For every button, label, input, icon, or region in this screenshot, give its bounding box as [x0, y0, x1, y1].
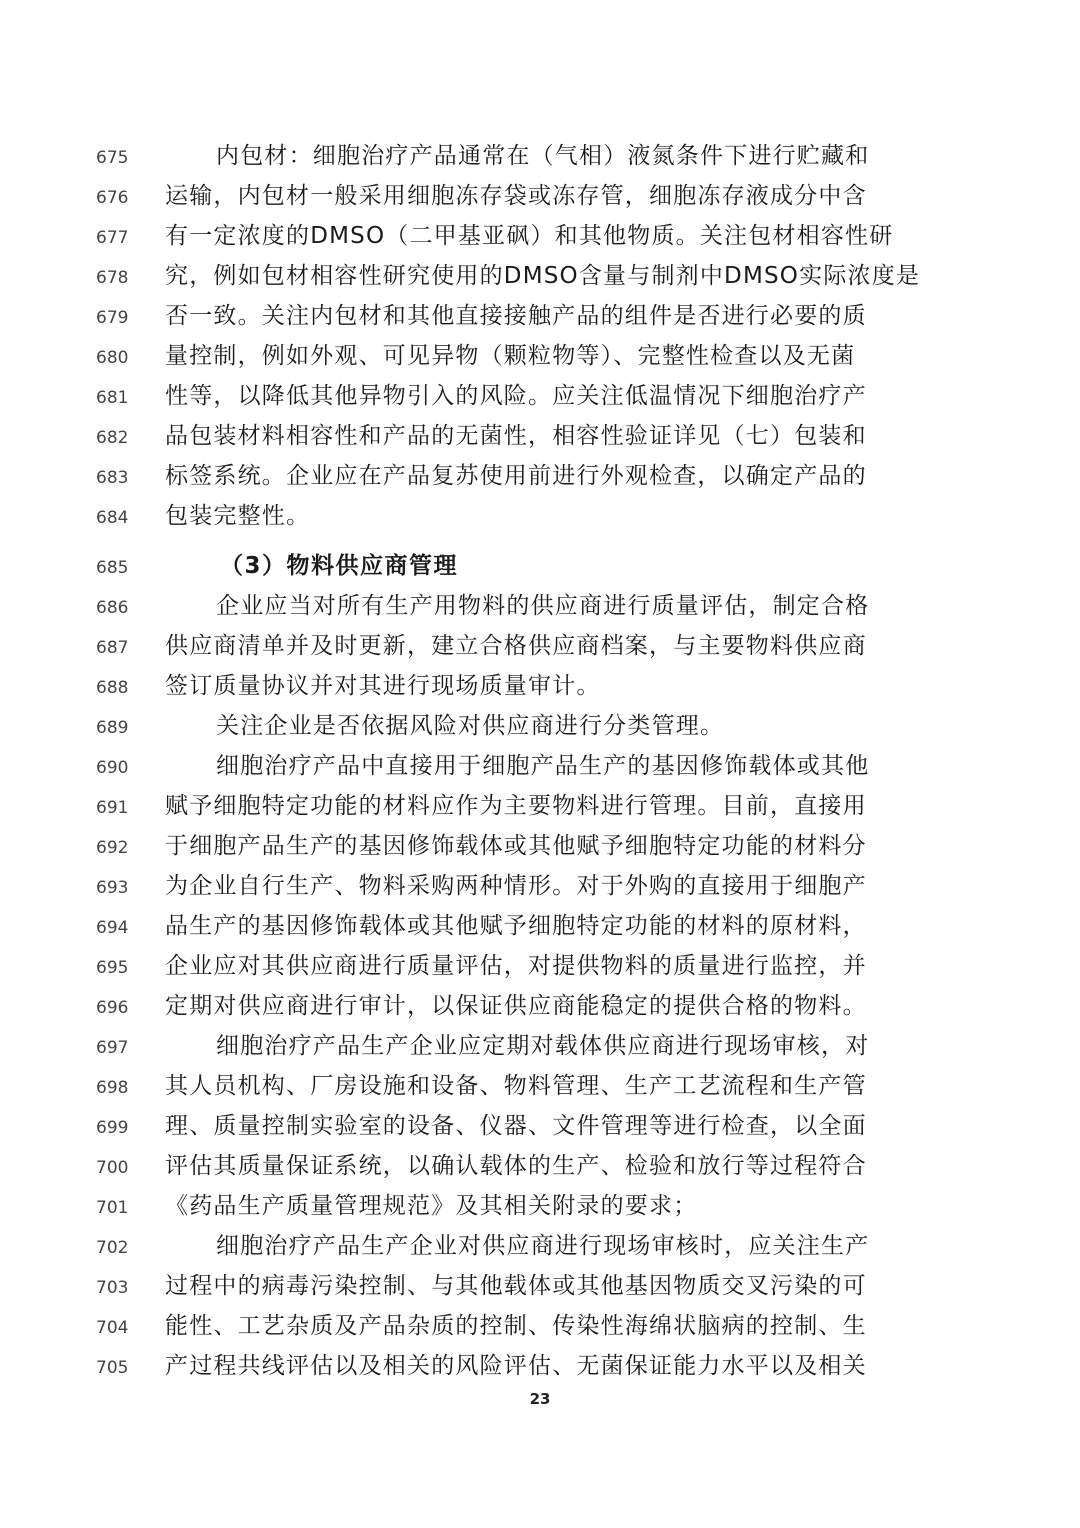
- line-text: 能性、工艺杂质及产品杂质的控制、传染性海绵状脑病的控制、生: [165, 1313, 867, 1339]
- line-number: 692: [96, 838, 129, 858]
- line-number: 688: [96, 678, 129, 698]
- text-line: [0, 456, 1080, 496]
- line-text: 理、质量控制实验室的设备、仪器、文件管理等进行检查，以全面: [165, 1113, 867, 1139]
- text-line: [0, 136, 1080, 176]
- text-line: [0, 986, 1080, 1026]
- line-number: 677: [96, 228, 129, 248]
- text-line: [0, 216, 1080, 256]
- line-text: 量控制，例如外观、可见异物（颗粒物等）、完整性检查以及无菌: [165, 343, 856, 369]
- line-text: 赋予细胞特定功能的材料应作为主要物料进行管理。目前，直接用: [165, 793, 867, 819]
- line-text: 品生产的基因修饰载体或其他赋予细胞特定功能的材料的原材料，: [165, 913, 867, 939]
- text-line: [0, 336, 1080, 376]
- line-number: 686: [96, 598, 129, 618]
- line-text: 关注企业是否依据风险对供应商进行分类管理。: [216, 713, 725, 739]
- line-number: 689: [96, 718, 129, 738]
- line-number: 690: [96, 758, 129, 778]
- line-number: 691: [96, 798, 129, 818]
- text-line: [0, 666, 1080, 706]
- line-number: 680: [96, 348, 129, 368]
- line-number: 694: [96, 918, 129, 938]
- line-text: 为企业自行生产、物料采购两种情形。对于外购的直接用于细胞产: [165, 873, 867, 899]
- text-line: [0, 376, 1080, 416]
- line-number: 685: [96, 558, 129, 578]
- line-number: 681: [96, 388, 129, 408]
- text-line: [0, 826, 1080, 866]
- text-line: [0, 1186, 1080, 1226]
- line-text: 品包装材料相容性和产品的无菌性，相容性验证详见（七）包装和: [165, 423, 867, 449]
- line-text: 有一定浓度的DMSO（二甲基亚砜）和其他物质。关注包材相容性研: [165, 223, 894, 249]
- section-heading: （3）物料供应商管理: [220, 553, 459, 579]
- line-number: 687: [96, 638, 129, 658]
- line-text: 企业应当对所有生产用物料的供应商进行质量评估，制定合格: [216, 593, 870, 619]
- line-number: 698: [96, 1078, 129, 1098]
- line-text: 《药品生产质量管理规范》及其相关附录的要求；: [165, 1193, 698, 1219]
- line-text: 产过程共线评估以及相关的风险评估、无菌保证能力水平以及相关: [165, 1353, 867, 1379]
- line-number: 700: [96, 1158, 129, 1178]
- line-text: 细胞治疗产品生产企业应定期对载体供应商进行现场审核，对: [216, 1033, 870, 1059]
- text-line: [0, 416, 1080, 456]
- line-text: 定期对供应商进行审计，以保证供应商能稳定的提供合格的物料。: [165, 993, 867, 1019]
- section-heading-line: [0, 546, 1080, 586]
- line-text: 否一致。关注内包材和其他直接接触产品的组件是否进行必要的质: [165, 303, 867, 329]
- line-text: 包装完整性。: [165, 503, 311, 529]
- line-number: 683: [96, 468, 129, 488]
- line-number: 697: [96, 1038, 129, 1058]
- line-text: 标签系统。企业应在产品复苏使用前进行外观检查，以确定产品的: [165, 463, 867, 489]
- text-line: [0, 296, 1080, 336]
- text-line: [0, 586, 1080, 626]
- text-line: [0, 626, 1080, 666]
- page-number: 23: [529, 1390, 551, 1408]
- line-text: 细胞治疗产品中直接用于细胞产品生产的基因修饰载体或其他: [216, 753, 870, 779]
- line-text: 运输，内包材一般采用细胞冻存袋或冻存管，细胞冻存液成分中含: [165, 183, 867, 209]
- text-line: [0, 946, 1080, 986]
- line-number: 699: [96, 1118, 129, 1138]
- line-number: 696: [96, 998, 129, 1018]
- line-text: 细胞治疗产品生产企业对供应商进行现场审核时，应关注生产: [216, 1233, 870, 1259]
- line-number: 679: [96, 308, 129, 328]
- line-number: 678: [96, 268, 129, 288]
- text-line: [0, 176, 1080, 216]
- line-text: 性等，以降低其他异物引入的风险。应关注低温情况下细胞治疗产: [165, 383, 867, 409]
- line-text: 企业应对其供应商进行质量评估，对提供物料的质量进行监控，并: [165, 953, 867, 979]
- line-number: 701: [96, 1198, 129, 1218]
- text-line: [0, 1106, 1080, 1146]
- text-line: [0, 496, 1080, 536]
- text-line: [0, 746, 1080, 786]
- text-line: [0, 1146, 1080, 1186]
- line-text: 于细胞产品生产的基因修饰载体或其他赋予细胞特定功能的材料分: [165, 833, 867, 859]
- text-line: [0, 256, 1080, 296]
- line-text: 过程中的病毒污染控制、与其他载体或其他基因物质交叉污染的可: [165, 1273, 867, 1299]
- line-text: 其人员机构、厂房设施和设备、物料管理、生产工艺流程和生产管: [165, 1073, 867, 1099]
- line-text: 评估其质量保证系统，以确认载体的生产、检验和放行等过程符合: [165, 1153, 867, 1179]
- line-number: 695: [96, 958, 129, 978]
- text-line: [0, 1266, 1080, 1306]
- line-number: 676: [96, 188, 129, 208]
- text-line: [0, 1306, 1080, 1346]
- line-text: 究，例如包材相容性研究使用的DMSO含量与制剂中DMSO实际浓度是: [165, 263, 921, 289]
- line-number: 704: [96, 1318, 129, 1338]
- line-number: 682: [96, 428, 129, 448]
- line-number: 705: [96, 1358, 129, 1378]
- line-number: 675: [96, 148, 129, 168]
- line-number: 702: [96, 1238, 129, 1258]
- text-line: [0, 1346, 1080, 1386]
- line-number: 693: [96, 878, 129, 898]
- text-line: [0, 786, 1080, 826]
- text-line: [0, 866, 1080, 906]
- line-text: 签订质量协议并对其进行现场质量审计。: [165, 673, 601, 699]
- text-line: [0, 1026, 1080, 1066]
- line-text: 供应商清单并及时更新，建立合格供应商档案，与主要物料供应商: [165, 633, 867, 659]
- text-line: [0, 1226, 1080, 1266]
- line-number: 703: [96, 1278, 129, 1298]
- text-line: [0, 1066, 1080, 1106]
- text-line: [0, 706, 1080, 746]
- line-number: 684: [96, 508, 129, 528]
- line-text: 内包材：细胞治疗产品通常在（气相）液氮条件下进行贮藏和: [216, 143, 870, 169]
- text-line: [0, 906, 1080, 946]
